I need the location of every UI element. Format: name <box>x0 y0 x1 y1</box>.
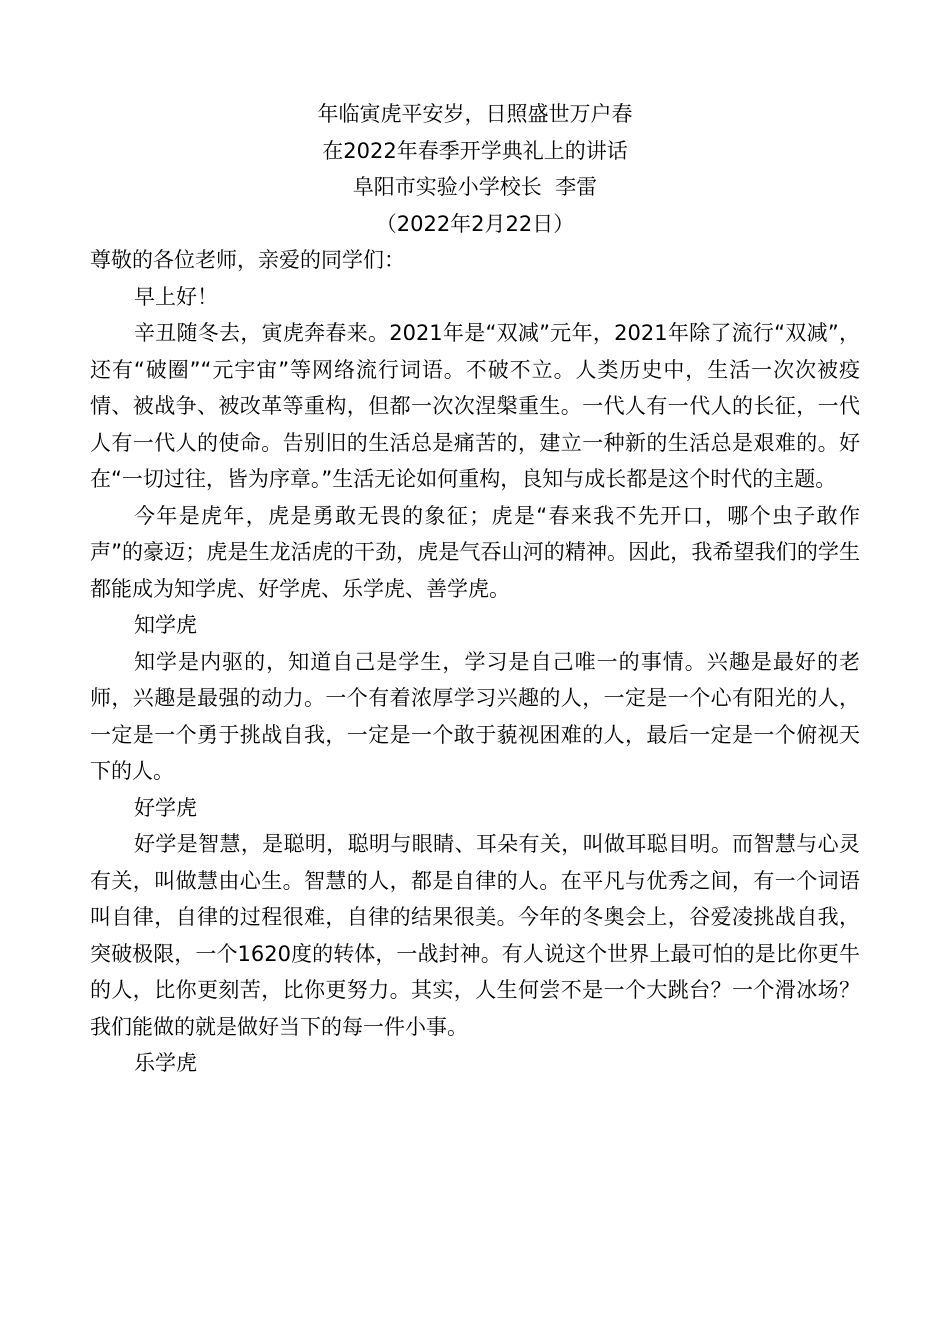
document-page <box>90 96 860 1082</box>
speech-subtitle: 在2022年春季开学典礼上的讲话 <box>322 138 628 163</box>
title-block <box>90 96 860 242</box>
paragraph-4: 好学是智慧，是聪明，聪明与眼睛、耳朵有关，叫做耳聪目明。而智慧与心灵有关，叫做慧由心生。智慧的人，都是自律的人。在平凡与优秀之间，有一个词语叫自律，自律的过程很难，自律的结果很美。今年的冬奥会上，谷爱凌挑战自我，突破极限，一个1620度的转体，一战封神。有人说这个世界上最可怕的是比你更牛的人，比你更刻苦，比你更努力。其实，人生何尝不是一个大跳台？一个滑冰场？我们能做的就是做好当下的每一件小事。 <box>90 832 860 1039</box>
paragraph-1: 辛丑随冬去，寅虎奔春来。2021年是“双减”元年，2021年除了流行“双减”，还有“破圈”“元宇宙”等网络流行词语。不破不立。人类历史中，生活一次次被疫情、被战争、被改革等重构，但都一次次涅槃重生。一代人有一代人的长征，一代人有一代人的使命。告别旧的生活总是痛苦的，建立一种新的生活总是艰难的。好在“一切过往，皆为序章。”生活无论如何重构，良知与成长都是这个时代的主题。 <box>90 321 860 491</box>
speech-date: （2022年2月22日） <box>375 211 575 236</box>
paragraph-3: 知学是内驱的，知道自己是学生，学习是自己唯一的事情。兴趣是最好的老师，兴趣是最强的动力。一个有着浓厚学习兴趣的人，一定是一个心有阳光的人，一定是一个勇于挑战自我，一定是一个敢于藐视困难的人，最后一定是一个俯视天下的人。 <box>90 649 860 783</box>
section-heading-lexuehu: 乐学虎 <box>134 1051 197 1075</box>
section-heading-haoxuehu: 好学虎 <box>134 795 197 820</box>
greeting: 早上好！ <box>134 284 218 309</box>
speaker-line: 阜阳市实验小学校长 李雷 <box>352 175 598 199</box>
salutation: 尊敬的各位老师，亲爱的同学们： <box>90 248 405 272</box>
section-heading-zhixuehu: 知学虎 <box>134 613 197 637</box>
speech-title: 年临寅虎平安岁，日照盛世万户春 <box>317 102 633 126</box>
paragraph-2: 今年是虎年，虎是勇敢无畏的象征；虎是“春来我不先开口，哪个虫子敢作声”的豪迈；虎是生龙活虎的干劲，虎是气吞山河的精神。因此，我希望我们的学生都能成为知学虎、好学虎、乐学虎、善学虎。 <box>90 503 860 601</box>
